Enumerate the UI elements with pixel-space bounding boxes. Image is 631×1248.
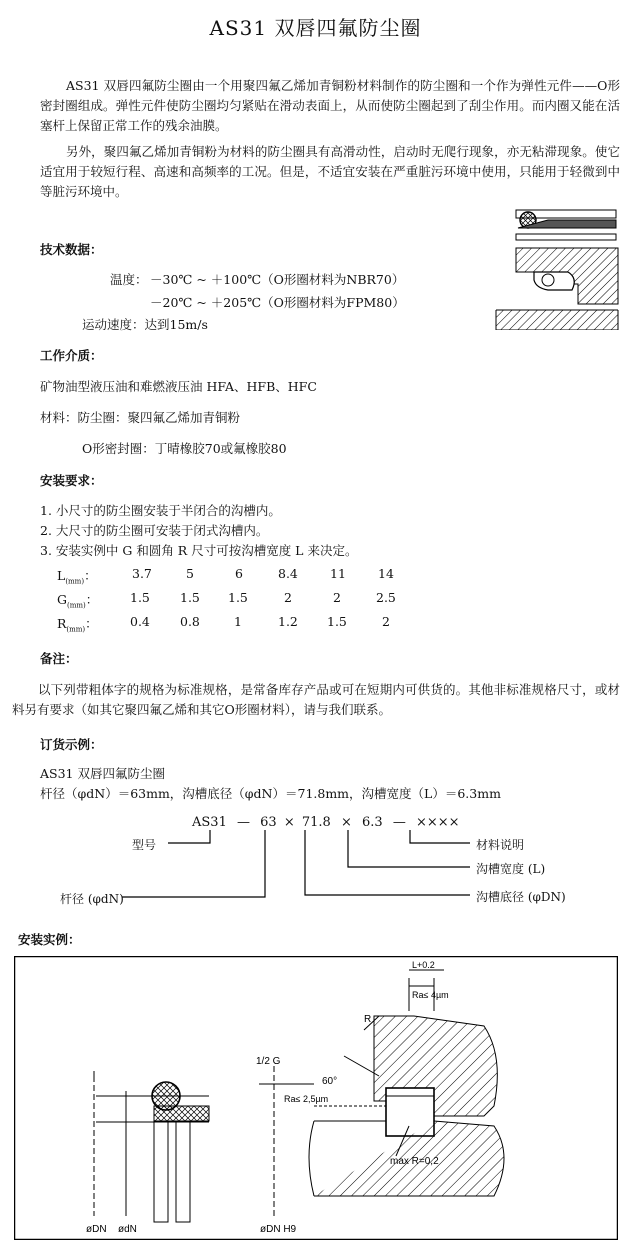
dim-max-R: max R=0,2: [390, 1156, 439, 1167]
install-req-item-2: 2. 大尺寸的防尘圈可安装于闭式沟槽内。: [40, 523, 269, 538]
table-cell: 1.5: [180, 590, 200, 605]
table-cell: 3.7: [132, 566, 152, 581]
install-req-heading: 安装要求：: [40, 473, 103, 488]
dim-L: L+0.2: [412, 960, 435, 970]
code-rod: 63: [260, 815, 277, 830]
table-cell: 0.8: [180, 614, 200, 629]
medium-text: 矿物油型液压油和难燃液压油 HFA、HFB、HFC: [40, 379, 317, 394]
tech-heading: 技术数据：: [40, 242, 103, 257]
table-cell: 2: [333, 590, 341, 605]
example-heading: 安装实例：: [18, 932, 81, 947]
table-cell: 2.5: [376, 590, 396, 605]
label-model: 型号: [132, 838, 157, 852]
table-row-label: $R_{(mm)}$：: [57, 616, 98, 634]
dim-dN: ødN: [118, 1224, 137, 1235]
code-width: 6.3: [362, 815, 383, 830]
table-cell: 1.5: [130, 590, 150, 605]
table-cell: 1.5: [327, 614, 347, 629]
install-req-item-3: 3. 安装实例中 G 和圆角 R 尺寸可按沟槽宽度 L 来决定。: [40, 543, 358, 558]
material-line-2: O形密封圈：丁晴橡胶70或氟橡胶80: [82, 441, 287, 456]
dim-R: R: [364, 1014, 372, 1025]
table-cell: 6: [235, 566, 243, 581]
temp-range-nbr: －30℃ ~ ＋100℃（O形圈材料为NBR70）: [150, 272, 405, 287]
table-cell: 8.4: [278, 566, 298, 581]
install-example-drawing: [14, 956, 618, 1240]
table-cell: 5: [186, 566, 194, 581]
table-row-label: $G_{(mm)}$：: [57, 592, 99, 610]
table-cell: 1: [234, 614, 242, 629]
table-cell: 2: [382, 614, 390, 629]
install-req-item-1: 1. 小尺寸的防尘圈安装于半闭合的沟槽内。: [40, 503, 281, 518]
intro-paragraph-1: AS31 双唇四氟防尘圈由一个用聚四氟乙烯加青铜粉材料制作的防尘圈和一个作为弹性元件——O形密封圈组成。弹性元件使防尘圈均匀紧贴在滑动表面上，从而使防尘圈起到了刮尘作用。而内圈又能在活塞杆上保留正常工作的残余油膜。: [40, 78, 620, 133]
dim-Ra-2-5: Ra≤ 2,5µm: [284, 1094, 329, 1104]
table-cell: 0.4: [130, 614, 150, 629]
dim-DN: øDN: [86, 1224, 107, 1235]
code-model: AS31: [192, 815, 227, 830]
material-line-1: 材料：防尘圈：聚四氟乙烯加青铜粉: [40, 410, 241, 425]
table-cell: 11: [330, 566, 346, 581]
dim-Ra-4: Ra≤ 4µm: [412, 990, 449, 1000]
temp-label: 温度：: [110, 272, 148, 287]
dim-angle: 60°: [322, 1076, 338, 1087]
dim-half-g: 1/2 G: [256, 1056, 281, 1067]
order-heading: 订货示例：: [40, 737, 103, 752]
remark-heading: 备注：: [40, 651, 78, 666]
table-cell: 14: [378, 566, 394, 581]
label-groove-width: 沟槽宽度 (L): [476, 862, 546, 876]
table-cell: 2: [284, 590, 292, 605]
dim-DN-H9: øDN H9: [260, 1224, 297, 1235]
table-cell: 1.5: [228, 590, 248, 605]
temp-range-fpm: －20℃ ~ ＋205℃（O形圈材料为FPM80）: [150, 295, 405, 310]
remark-text: 以下列带粗体字的规格为标准规格，是常备库存产品或可在短期内可供货的。其他非标准规格尺寸，或材料另有要求（如其它聚四氟乙烯和其它O形圈材料），请与我们联系。: [12, 682, 620, 717]
page-title: AS31 双唇四氟防尘圈: [209, 16, 422, 40]
table-row-label: $L_{(mm)}$：: [57, 568, 97, 586]
table-cell: 1.2: [278, 614, 298, 629]
intro-paragraph-2: 另外，聚四氟乙烯加青铜粉为材料的防尘圈具有高滑动性，启动时无爬行现象，亦无粘滞现象。使它适宜用于较短行程、高速和高频率的工况。但是，不适宜安装在严重脏污环境中使用，只能用于轻微到中等脏污环境中。: [40, 144, 620, 199]
label-material: 材料说明: [476, 838, 525, 852]
order-code: AS31 — 63 × 71.8 × 6.3 — ××××: [192, 815, 460, 830]
code-material: ××××: [415, 815, 460, 830]
label-rod-dia: 杆径 (φdN): [60, 892, 124, 906]
order-product: AS31 双唇四氟防尘圈: [40, 766, 165, 781]
label-groove-dia: 沟槽底径 (φDN): [476, 890, 566, 904]
order-spec: 杆径（φdN）＝63mm，沟槽底径（φdN）＝71.8mm，沟槽宽度（L）＝6.3mm: [40, 786, 501, 801]
medium-heading: 工作介质：: [40, 348, 103, 363]
speed-text: 运动速度：达到15m/s: [82, 317, 208, 332]
code-groove-dia: 71.8: [301, 815, 331, 830]
